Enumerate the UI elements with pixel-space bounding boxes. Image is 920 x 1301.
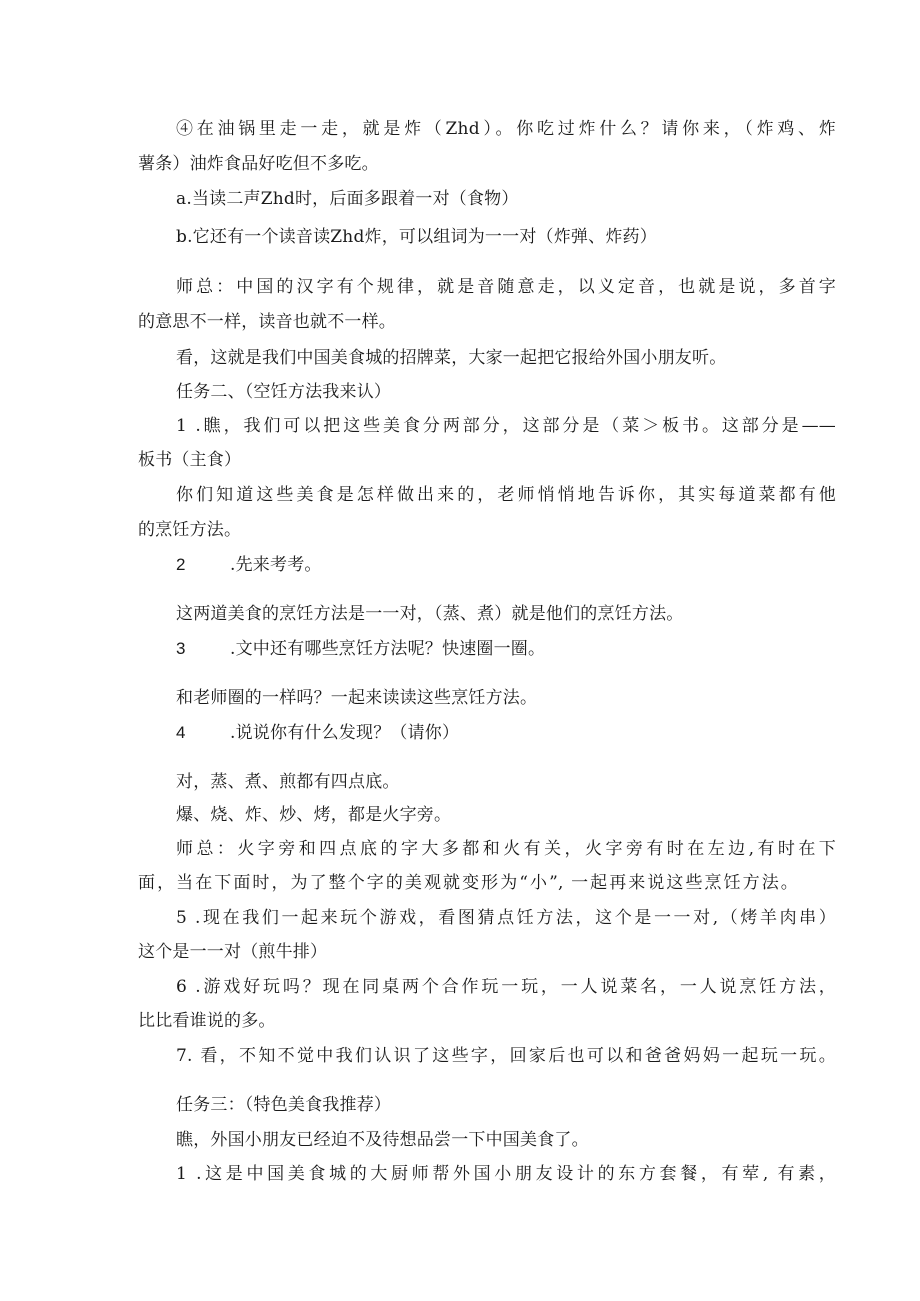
paragraph-line: 1 .瞧，我们可以把这些美食分两部分，这部分是（菜＞板书。这部分是—— xyxy=(176,416,836,436)
paragraph-line: b.它还有一个读音读Zhd炸，可以组词为一一对（炸弹、炸药） xyxy=(176,227,657,247)
paragraph-line: 薯条）油炸食品好吃但不多吃。 xyxy=(138,154,379,174)
paragraph-line: 5 .现在我们一起来玩个游戏，看图猜点饪方法，这个是一一对,（烤羊肉串） xyxy=(176,908,836,928)
paragraph-line: 比比看谁说的多。 xyxy=(138,1011,276,1031)
paragraph-line: 师总：火字旁和四点底的字大多都和火有关，火字旁有时在左边,有时在下 xyxy=(176,839,836,859)
paragraph-line: 板书（主食） xyxy=(138,450,242,470)
paragraph-line: 对，蒸、煮、煎都有四点底。 xyxy=(176,772,400,792)
item-number: 2 xyxy=(176,555,186,574)
paragraph-line: 的烹饪方法。 xyxy=(138,520,242,540)
numbered-item xyxy=(176,553,836,577)
paragraph-line: ④在油锅里走一走，就是炸（Zhd）。你吃过炸什么？请你来，（炸鸡、炸 xyxy=(176,119,836,139)
numbered-item xyxy=(176,721,836,745)
paragraph-line: 的意思不一样，读音也就不一样。 xyxy=(138,312,396,332)
paragraph-line: 面，当在下面时，为了整个字的美观就变形为“小”, 一起再来说这些烹饪方法。 xyxy=(138,873,798,893)
numbered-item xyxy=(176,637,836,661)
paragraph-line: 7. 看，不知不觉中我们认识了这些字，回家后也可以和爸爸妈妈一起玩一玩。 xyxy=(176,1046,836,1066)
item-number: 4 xyxy=(176,723,186,742)
paragraph-line: 1 .这是中国美食城的大厨师帮外国小朋友设计的东方套餐，有荤, 有素， xyxy=(176,1164,836,1184)
paragraph-line: 和老师圈的一样吗？一起来读读这些烹饪方法。 xyxy=(176,688,538,708)
section-heading: 任务三：（特色美食我推荐） xyxy=(176,1095,392,1115)
paragraph-line: 6 .游戏好玩吗？现在同桌两个合作玩一玩，一人说菜名，一人说烹饪方法， xyxy=(176,977,836,997)
item-text: .文中还有哪些烹饪方法呢？快速圈一圈。 xyxy=(230,639,546,659)
paragraph-line: 瞧，外国小朋友已经迫不及待想品尝一下中国美食了。 xyxy=(176,1130,589,1150)
paragraph-line: 你们知道这些美食是怎样做出来的，老师悄悄地告诉你，其实每道菜都有他 xyxy=(176,485,836,505)
section-heading: 任务二、（空饪方法我来认） xyxy=(176,382,392,402)
paragraph-line: 这两道美食的烹饪方法是一一对，（蒸、煮）就是他们的烹饪方法。 xyxy=(176,604,684,624)
paragraph-line: a.当读二声Zhd时，后面多跟着一对（食物） xyxy=(176,189,519,209)
paragraph-line: 这个是一一对（煎牛排） xyxy=(138,942,328,962)
item-number: 3 xyxy=(176,639,186,658)
item-text: .说说你有什么发现？（请你） xyxy=(230,723,460,743)
paragraph-line: 爆、烧、炸、炒、烤，都是火字旁。 xyxy=(176,805,452,825)
item-text: .先来考考。 xyxy=(230,555,322,575)
paragraph-line: 师总：中国的汉字有个规律，就是音随意走，以义定音，也就是说，多首字 xyxy=(176,277,836,297)
paragraph-line: 看，这就是我们中国美食城的招牌菜，大家一起把它报给外国小朋友听。 xyxy=(176,348,727,368)
